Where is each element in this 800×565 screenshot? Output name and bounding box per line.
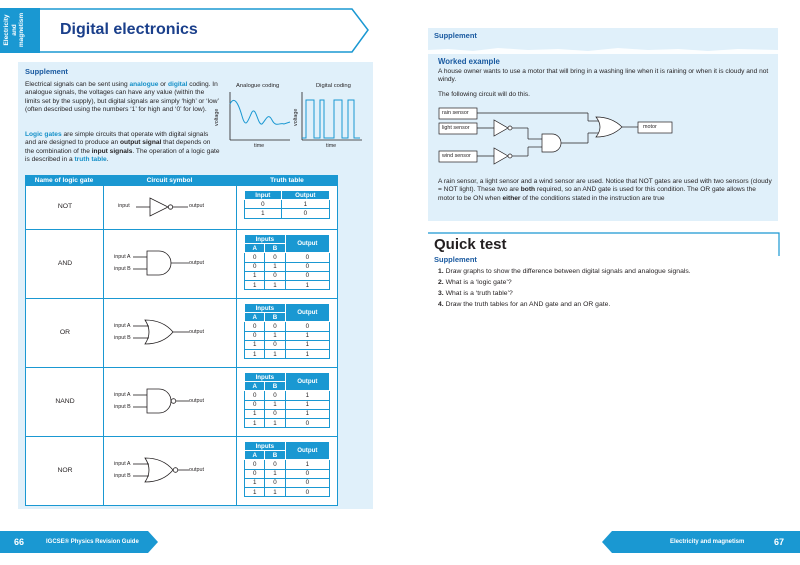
table-row [25, 299, 338, 368]
list-item: 2. What is a ‘logic gate’? [438, 279, 512, 286]
nor-output-label: output [189, 467, 204, 473]
and-truth-table: Inputs Output A B 0 0 0 0 1 0 1 0 0 1 1 1 [244, 234, 330, 290]
intro-paragraph: Electrical signals can be sent using analogue or digital coding. In analogue signals, the voltages can have any value (within the limits set by the supply), but digital signals are simply ‘high’ or ‘low’ (often described using the numbers ‘1’ for high and ‘0’ for low). [25, 81, 219, 114]
table-row [25, 437, 338, 506]
nor-input-b-label: input B [114, 473, 131, 479]
nand-output-label: output [189, 398, 204, 404]
not-input-label: input [118, 203, 130, 209]
torn-edge [428, 44, 778, 54]
nor-truth-table: Inputs Output A B 0 0 1 0 1 0 1 0 0 1 1 0 [244, 441, 330, 497]
not-output-label: output [189, 203, 204, 209]
quick-test-supplement: Supplement [434, 255, 477, 264]
not-truth-table: Input Output 0 1 1 0 [244, 190, 330, 219]
header-gate-name: Name of logic gate [34, 177, 94, 184]
circuit-intro: The following circuit will do this. [438, 91, 530, 98]
or-gate-symbol [133, 316, 189, 348]
gate-name-nor: NOR [57, 467, 73, 474]
title-banner [40, 8, 370, 53]
washing-line-circuit [438, 103, 708, 173]
logic-gate-table [25, 175, 338, 507]
footer-section-title: Electricity and magnetism [670, 539, 745, 545]
worked-example-text: A house owner wants to use a motor that will bring in a washing line when it is raining or when it is cloudy and not windy. [438, 68, 769, 84]
gate-name-or: OR [59, 329, 71, 336]
nand-gate-symbol [133, 385, 189, 417]
gate-name-not: NOT [57, 203, 73, 210]
worked-example-heading: Worked example [438, 57, 500, 66]
nor-gate-symbol [133, 454, 189, 486]
gate-name-nand: NAND [55, 398, 75, 405]
quick-test-title: Quick test [434, 236, 507, 253]
and-output-label: output [189, 260, 204, 266]
not-gate-symbol [136, 195, 188, 219]
section-tab-label: Electricity and magnetism [3, 12, 25, 48]
circuit-explanation: A rain sensor, a light sensor and a wind sensor are used. Notice that NOT gates are used with two sensors (cloudy = NOT light). These two are both required, so an AND gate is used for this condition. The OR gate allows the motor to be ON when either of the conditions stated in the instruction are true [438, 178, 772, 202]
digital-x-label: time [326, 143, 337, 149]
nand-input-b-label: input B [114, 404, 131, 410]
or-input-a-label: input A [114, 323, 131, 329]
footer-right [600, 531, 800, 553]
footer-left [0, 531, 160, 553]
term-logic-gates: Logic gates [25, 131, 62, 138]
logic-gates-paragraph: Logic gates are simple circuits that operate with digital signals and are designed to produce an output signal that depends on the combination of the input signals. The operation of a logic gate is described in a truth table. [25, 131, 220, 164]
nand-input-a-label: input A [114, 392, 131, 398]
or-output-label: output [189, 329, 204, 335]
table-row [25, 186, 338, 230]
analogue-x-label: time [254, 143, 265, 149]
footer-book-title: IGCSE® Physics Revision Guide [46, 539, 139, 545]
table-row [25, 368, 338, 437]
digital-y-label: voltage [293, 108, 299, 126]
and-gate-symbol [133, 247, 189, 279]
nor-input-a-label: input A [114, 461, 131, 467]
list-item: 1. Draw graphs to show the difference between digital signals and analogue signals. [438, 268, 691, 275]
digital-graph-title: Digital coding [316, 83, 351, 89]
page-number-left: 66 [14, 537, 25, 547]
header-truth-table: Truth table [270, 177, 304, 184]
and-input-a-label: input A [114, 254, 131, 260]
analogue-y-label: voltage [214, 108, 220, 126]
term-digital: digital [167, 81, 188, 88]
section-tab [0, 8, 40, 53]
term-analogue: analogue [129, 81, 159, 88]
page-title: Digital electronics [60, 21, 198, 38]
header-circuit-symbol: Circuit symbol [146, 177, 193, 184]
or-truth-table: Inputs Output A B 0 0 0 0 1 1 1 0 1 1 1 1 [244, 303, 330, 359]
term-truth-table: truth table [74, 156, 107, 164]
wind-sensor-label: wind sensor [442, 153, 471, 159]
light-sensor-label: light sensor [442, 125, 470, 131]
list-item: 3. What is a ‘truth table’? [438, 290, 513, 297]
motor-label: motor [643, 124, 657, 130]
right-supplement-heading: Supplement [434, 31, 477, 40]
and-input-b-label: input B [114, 266, 131, 272]
table-row [25, 230, 338, 299]
analogue-graph-title: Analogue coding [236, 83, 280, 89]
or-input-b-label: input B [114, 335, 131, 341]
table-header [25, 175, 338, 186]
gate-name-and: AND [57, 260, 73, 267]
quick-test-banner [428, 232, 780, 257]
page-number-right: 67 [774, 537, 785, 547]
nand-truth-table: Inputs Output A B 0 0 1 0 1 1 1 0 1 1 1 0 [244, 372, 330, 428]
list-item: 4. Draw the truth tables for an AND gate and an OR gate. [438, 301, 611, 308]
rain-sensor-label: rain sensor [442, 110, 469, 116]
left-supplement-heading: Supplement [25, 67, 68, 76]
